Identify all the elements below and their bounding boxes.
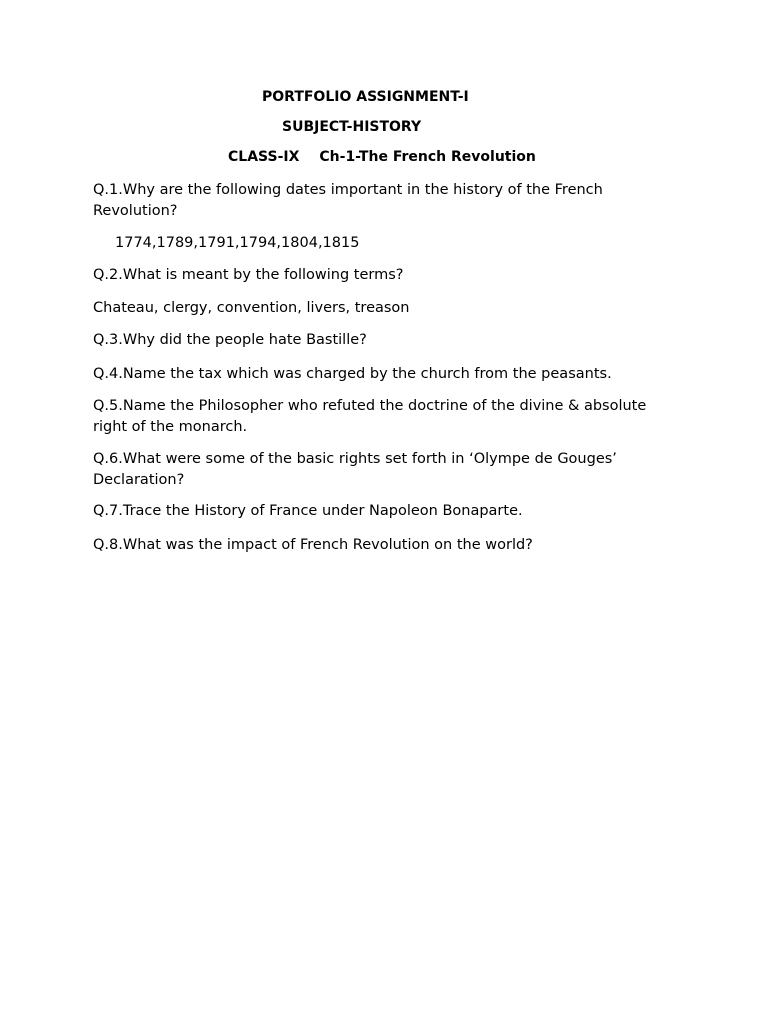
class-chapter-heading bbox=[228, 148, 536, 166]
question-3: Q.3.Why did the people hate Bastille? bbox=[93, 332, 367, 348]
subject-heading: SUBJECT-HISTORY bbox=[282, 119, 422, 135]
question-4: Q.4.Name the tax which was charged by the church from the peasants. bbox=[93, 366, 612, 382]
question-8: Q.8.What was the impact of French Revolution on the world? bbox=[93, 537, 533, 553]
chapter-label: Ch-1-The French Revolution bbox=[319, 149, 536, 165]
question-1-dates: 1774,1789,1791,1794,1804,1815 bbox=[115, 235, 360, 251]
question-5: Q.5.Name the Philosopher who refuted the doctrine of the divine & absolute right of the monarch. bbox=[93, 398, 647, 435]
question-7: Q.7.Trace the History of France under Napoleon Bonaparte. bbox=[93, 503, 523, 519]
question-1: Q.1.Why are the following dates important in the history of the French Revolution? bbox=[93, 182, 603, 219]
question-2-terms: Chateau, clergy, convention, livers, treason bbox=[93, 300, 410, 316]
question-6: Q.6.What were some of the basic rights set forth in ‘Olympe de Gouges’ Declaration? bbox=[93, 451, 617, 488]
assignment-title: PORTFOLIO ASSIGNMENT-I bbox=[262, 89, 469, 105]
class-label: CLASS-IX bbox=[228, 149, 300, 165]
question-2: Q.2.What is meant by the following terms? bbox=[93, 267, 404, 283]
